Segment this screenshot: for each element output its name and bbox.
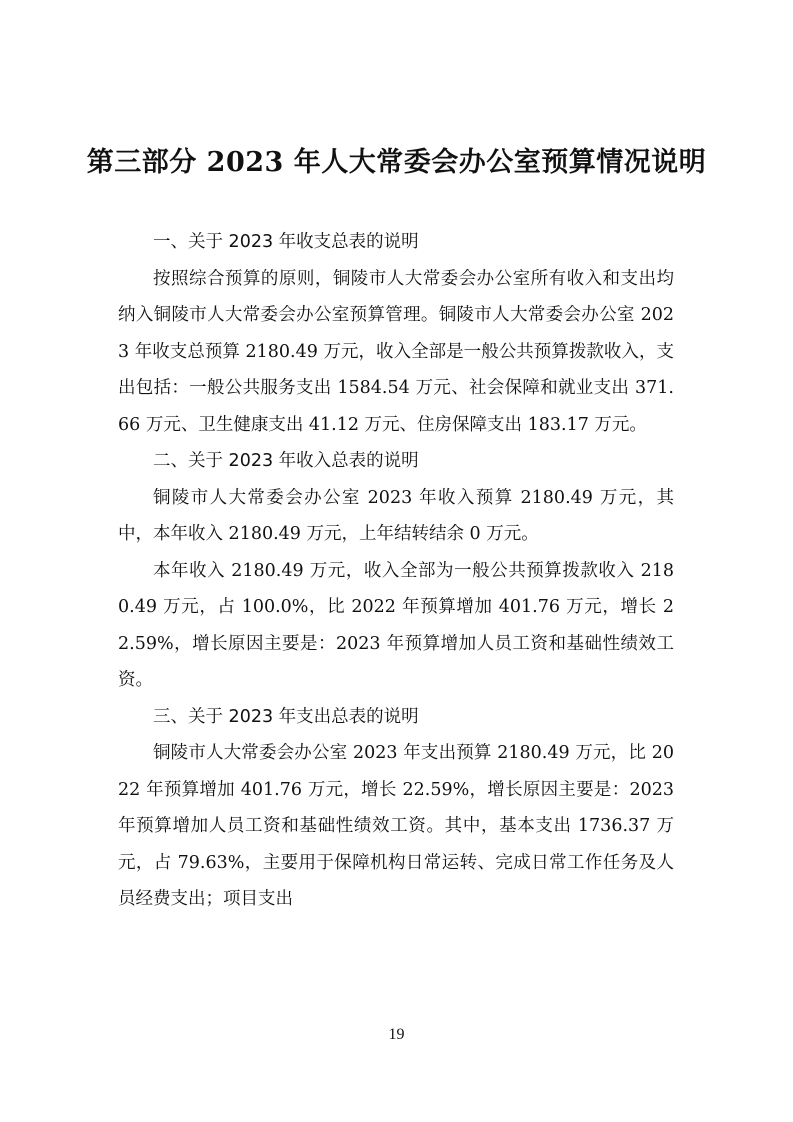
page-number: 19 (388, 1026, 405, 1043)
paragraph: 本年收入 2180.49 万元，收入全部为一般公共预算拨款收入 2180.49 万元，占 100.0%，比 2022 年预算增加 401.76 万元，增长 22.59%，增长原因主要是：2023 年预算增加人员工资和基础性绩效工资。 (118, 560, 674, 690)
page-title: 第三部分 2023 年人大常委会办公室预算情况说明 (86, 147, 707, 178)
section-income-expense-summary (118, 224, 674, 443)
paragraph: 按照综合预算的原则，铜陵市人大常委会办公室所有收入和支出均纳入铜陵市人大常委会办公室预算管理。铜陵市人大常委会办公室 2023 年收支总预算 2180.49 万元，收入全部是一般公共预算拨款收入，支出包括：一般公共服务支出 1584.54 万元、社会保障和就业支出 371.66 万元、卫生健康支出 41.12 万元、住房保障支出 183.17 万元。 (118, 268, 674, 435)
section-income-summary (118, 443, 674, 699)
paragraph: 铜陵市人大常委会办公室 2023 年收入预算 2180.49 万元，其中，本年收入 2180.49 万元，上年结转结余 0 万元。 (118, 487, 674, 544)
section-expense-summary (118, 699, 674, 918)
paragraph: 铜陵市人大常委会办公室 2023 年支出预算 2180.49 万元，比 2022 年预算增加 401.76 万元，增长 22.59%，增长原因主要是：2023 年预算增加人员工资和基础性绩效工资。其中，基本支出 1736.37 万元，占 79.63%，主要用于保障机构日常运转、完成日常工作任务及人员经费支出；项目支出 (118, 743, 674, 909)
section-heading: 二、关于 2023 年收入总表的说明 (153, 451, 419, 471)
section-heading: 三、关于 2023 年支出总表的说明 (153, 706, 419, 727)
document-body (118, 224, 674, 918)
section-heading: 一、关于 2023 年收支总表的说明 (153, 232, 419, 252)
